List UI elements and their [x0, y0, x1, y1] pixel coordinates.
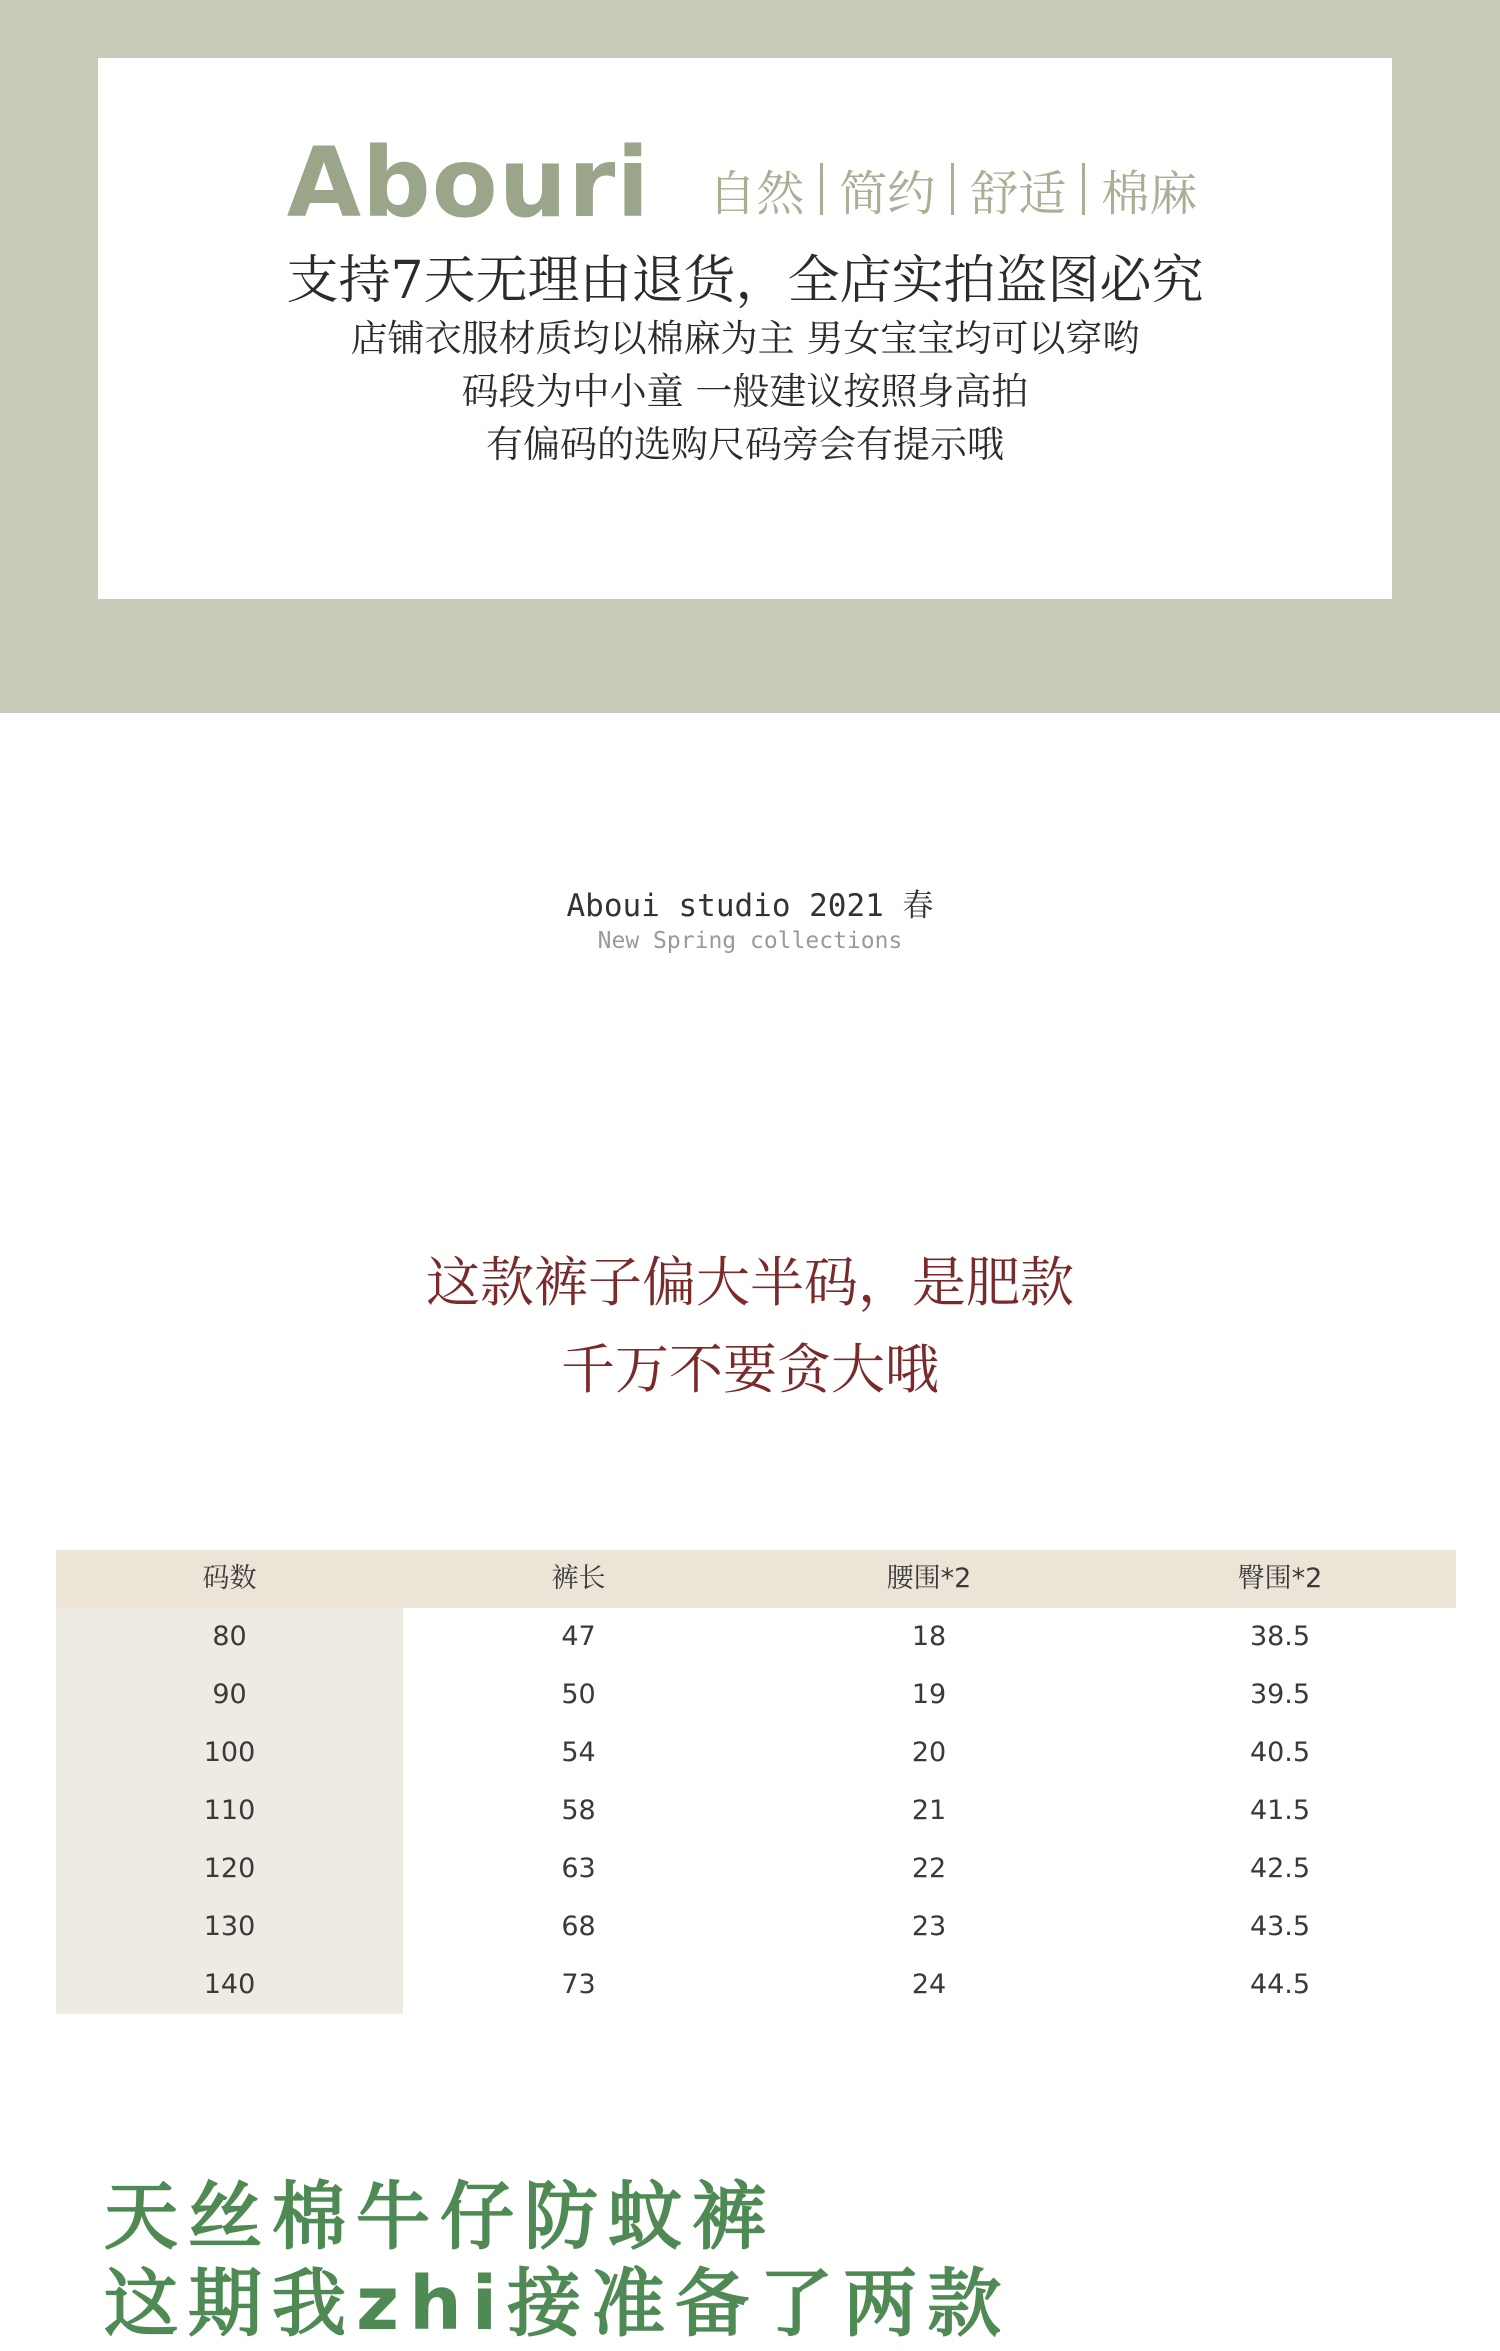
cell-length: 73 [561, 1969, 596, 2000]
size-hint-text: 有偏码的选购尺码旁会有提示哦 [486, 423, 1004, 466]
brand-tag: 棉麻 [1101, 165, 1198, 222]
banner-card [98, 58, 1392, 599]
cell-hip: 43.5 [1249, 1911, 1311, 1942]
cell-size: 110 [56, 1782, 403, 1840]
cell-waist: 23 [911, 1911, 947, 1942]
table-row [56, 1782, 1456, 1840]
cell-hip: 40.5 [1249, 1737, 1311, 1768]
size-chart-table [56, 1550, 1456, 2014]
fit-notice-line1: 这款裤子偏大半码，是肥款 [426, 1251, 1074, 1314]
brand-row [98, 128, 1392, 238]
fit-notice-line2: 千万不要贪大哦 [561, 1338, 939, 1401]
return-policy-text: 支持7天无理由退货，全店实拍盗图必究 [286, 251, 1204, 311]
cell-length: 68 [561, 1911, 596, 1942]
promo-heading-line1: 天丝棉牛仔防蚊裤 [104, 2174, 776, 2260]
cell-length: 50 [561, 1679, 596, 1710]
cell-size: 80 [56, 1608, 403, 1666]
cell-size: 120 [56, 1840, 403, 1898]
table-row [56, 1608, 1456, 1666]
cell-size: 90 [56, 1666, 403, 1724]
studio-subtitle: New Spring collections [597, 928, 903, 954]
table-row [56, 1724, 1456, 1782]
cell-waist: 18 [911, 1621, 947, 1652]
cell-hip: 42.5 [1249, 1853, 1311, 1884]
cell-waist: 21 [911, 1795, 947, 1826]
material-text: 店铺衣服材质均以棉麻为主 男女宝宝均可以穿哟 [350, 317, 1140, 360]
cell-waist: 20 [911, 1737, 947, 1768]
cell-size: 130 [56, 1898, 403, 1956]
tag-divider [1082, 163, 1085, 215]
cell-waist: 24 [911, 1969, 947, 2000]
brand-tag: 简约 [839, 165, 936, 222]
table-row [56, 1840, 1456, 1898]
table-row [56, 1898, 1456, 1956]
cell-waist: 22 [911, 1853, 947, 1884]
brand-banner [0, 0, 1500, 713]
header-size: 码数 [202, 1563, 257, 1594]
header-waist: 腰围*2 [886, 1563, 972, 1594]
header-length: 裤长 [551, 1563, 606, 1594]
sizing-advice-text: 码段为中小童 一般建议按照身高拍 [461, 370, 1029, 413]
tag-divider [820, 163, 823, 215]
studio-title: Aboui studio 2021 春 [566, 888, 934, 924]
cell-hip: 41.5 [1249, 1795, 1311, 1826]
table-header-row [56, 1550, 1456, 1608]
promo-heading-line2: 这期我zhi接准备了两款 [104, 2261, 1012, 2347]
tag-divider [951, 163, 954, 215]
cell-hip: 38.5 [1249, 1621, 1311, 1652]
cell-length: 47 [561, 1621, 596, 1652]
brand-logo: Abouri [286, 127, 651, 239]
brand-tag: 自然 [708, 165, 805, 222]
cell-hip: 39.5 [1249, 1679, 1311, 1710]
cell-length: 58 [561, 1795, 596, 1826]
cell-hip: 44.5 [1249, 1969, 1311, 2000]
cell-length: 54 [561, 1737, 596, 1768]
brand-tags [702, 155, 1203, 224]
table-row [56, 1666, 1456, 1724]
cell-size: 140 [56, 1956, 403, 2014]
cell-waist: 19 [911, 1679, 947, 1710]
cell-size: 100 [56, 1724, 403, 1782]
table-row [56, 1956, 1456, 2014]
cell-length: 63 [561, 1853, 596, 1884]
brand-tag: 舒适 [970, 165, 1067, 222]
header-hip: 臀围*2 [1237, 1563, 1323, 1594]
